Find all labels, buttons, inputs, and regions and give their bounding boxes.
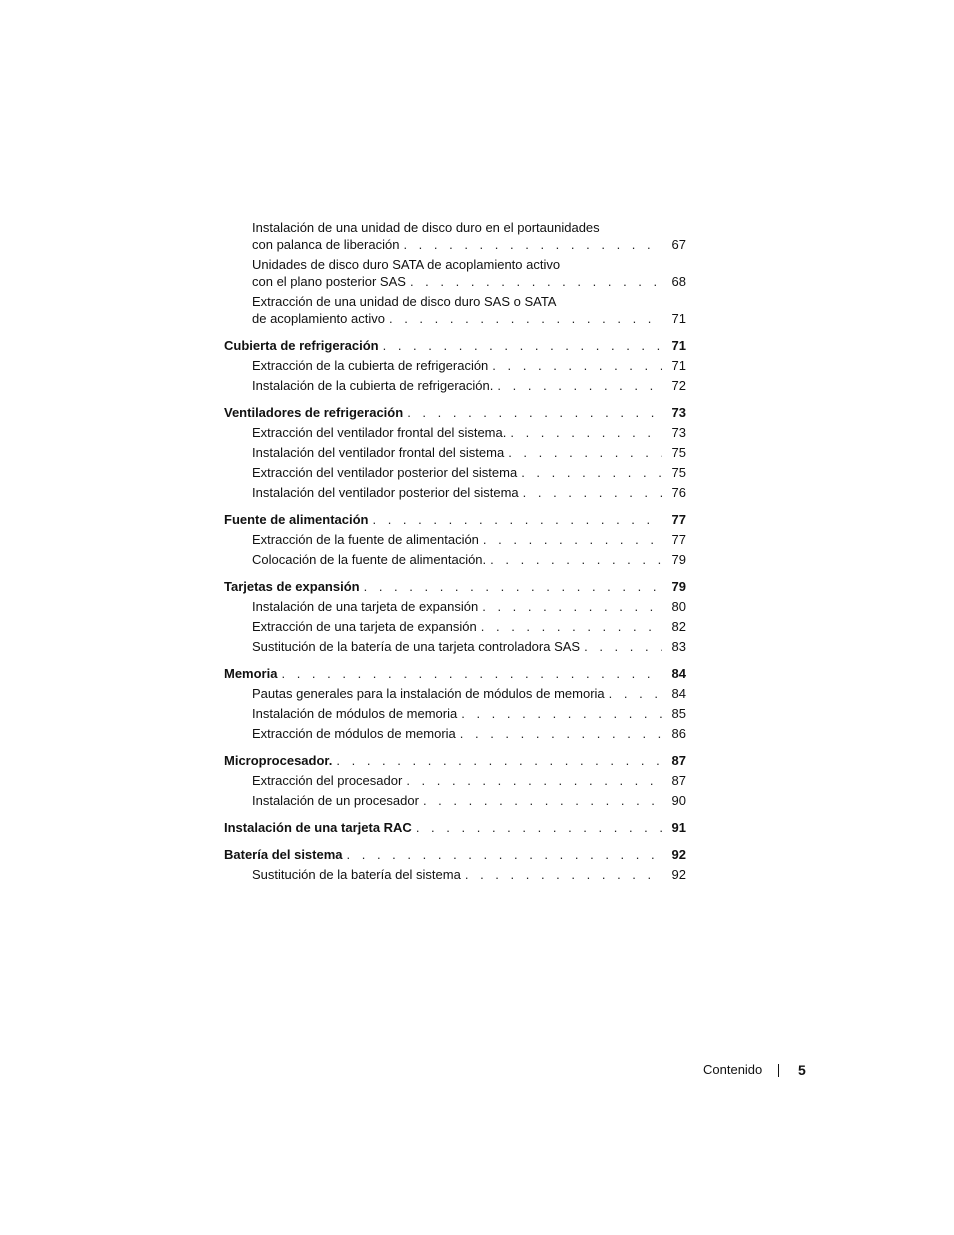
toc-section-entry[interactable] bbox=[224, 578, 686, 595]
dot-leader bbox=[379, 337, 662, 354]
toc-subsection-entry[interactable] bbox=[252, 464, 686, 481]
toc-entry-row bbox=[252, 531, 686, 548]
dot-leader bbox=[486, 551, 662, 568]
dot-leader bbox=[504, 444, 662, 461]
toc-entry-title: Instalación de una tarjeta RAC bbox=[224, 820, 412, 835]
page-footer bbox=[700, 1061, 810, 1079]
toc-entry-title: Extracción de una tarjeta de expansión bbox=[252, 619, 477, 634]
toc-subsection-entry[interactable] bbox=[252, 424, 686, 441]
toc-page-number: 71 bbox=[671, 358, 686, 373]
dot-leader bbox=[419, 792, 662, 809]
toc-entry-title: Extracción del ventilador frontal del sistema. bbox=[252, 425, 507, 440]
dot-leader bbox=[399, 236, 662, 253]
toc-subsection-entry[interactable] bbox=[252, 256, 686, 290]
toc-section-entry[interactable] bbox=[224, 819, 686, 836]
toc-entry-row bbox=[252, 638, 686, 655]
toc-page-number: 87 bbox=[671, 773, 686, 788]
dot-leader bbox=[332, 752, 662, 769]
toc-subsection-entry[interactable] bbox=[252, 377, 686, 394]
toc-page-number: 71 bbox=[671, 311, 686, 326]
toc-entry-row bbox=[252, 424, 686, 441]
toc-entry-title: Fuente de alimentación bbox=[224, 512, 369, 527]
toc-entry-row bbox=[252, 310, 686, 327]
toc-page-number: 91 bbox=[671, 820, 686, 835]
toc-section-entry[interactable] bbox=[224, 846, 686, 863]
dot-leader bbox=[461, 866, 662, 883]
toc-page-number: 79 bbox=[671, 552, 686, 567]
toc-entry-title: Instalación del ventilador posterior del sistema bbox=[252, 485, 519, 500]
dot-leader bbox=[478, 598, 662, 615]
toc-entry-row bbox=[224, 578, 686, 595]
toc-entry-title: con palanca de liberación bbox=[252, 237, 400, 252]
toc-page-number: 72 bbox=[671, 378, 686, 393]
dot-leader bbox=[519, 484, 662, 501]
toc-entry-row bbox=[252, 273, 686, 290]
toc-entry-title: Tarjetas de expansión bbox=[224, 579, 360, 594]
footer-section-label: Contenido bbox=[703, 1062, 763, 1077]
toc-section-entry[interactable] bbox=[224, 511, 686, 528]
toc-page-number: 85 bbox=[671, 706, 686, 721]
dot-leader bbox=[456, 725, 662, 742]
toc-page-number: 75 bbox=[671, 465, 686, 480]
toc-entry-row bbox=[252, 484, 686, 501]
toc-entry-title: de acoplamiento activo bbox=[252, 311, 385, 326]
dot-leader bbox=[488, 357, 662, 374]
toc-entry-title: Colocación de la fuente de alimentación. bbox=[252, 552, 487, 567]
toc-entry-row bbox=[224, 819, 686, 836]
toc-entry-title: Instalación de módulos de memoria bbox=[252, 706, 458, 721]
toc-entry-title-line: Instalación de una unidad de disco duro en el portaunidades bbox=[252, 220, 600, 235]
dot-leader bbox=[406, 273, 662, 290]
toc-page-number: 82 bbox=[671, 619, 686, 634]
toc-entry-row bbox=[252, 377, 686, 394]
toc-entry-title: Instalación de una tarjeta de expansión bbox=[252, 599, 479, 614]
page-number: 5 bbox=[798, 1062, 806, 1078]
toc-entry-title: Sustitución de la batería del sistema bbox=[252, 867, 461, 882]
dot-leader bbox=[479, 531, 662, 548]
toc-entry-title: Extracción de la fuente de alimentación bbox=[252, 532, 479, 547]
toc-entry-row bbox=[224, 511, 686, 528]
footer-separator bbox=[778, 1064, 779, 1077]
toc-page-number: 87 bbox=[671, 753, 686, 768]
toc-entry-row bbox=[224, 752, 686, 769]
toc-entry-title: Instalación de la cubierta de refrigeración. bbox=[252, 378, 494, 393]
toc-entry-row bbox=[252, 551, 686, 568]
toc-page-number: 90 bbox=[671, 793, 686, 808]
toc-page-number: 77 bbox=[671, 512, 686, 527]
toc-entry-title: Pautas generales para la instalación de módulos de memoria bbox=[252, 686, 605, 701]
toc-subsection-entry[interactable] bbox=[252, 598, 686, 615]
toc-page-number: 83 bbox=[671, 639, 686, 654]
toc-entry-row bbox=[252, 772, 686, 789]
toc-section-entry[interactable] bbox=[224, 337, 686, 354]
toc-entry-title: Ventiladores de refrigeración bbox=[224, 405, 404, 420]
toc-page-number: 75 bbox=[671, 445, 686, 460]
toc-page-number: 92 bbox=[671, 847, 686, 862]
dot-leader bbox=[493, 377, 662, 394]
toc-entry-row bbox=[252, 705, 686, 722]
toc-subsection-entry[interactable] bbox=[252, 638, 686, 655]
toc-entry-title: Memoria bbox=[224, 666, 278, 681]
toc-entry-row bbox=[252, 598, 686, 615]
toc-subsection-entry[interactable] bbox=[252, 531, 686, 548]
toc-entry-title-line: Unidades de disco duro SATA de acoplamiento activo bbox=[252, 257, 561, 272]
toc-subsection-entry[interactable] bbox=[252, 792, 686, 809]
toc-page-number: 84 bbox=[671, 666, 686, 681]
toc-entry-title: Microprocesador. bbox=[224, 753, 333, 768]
dot-leader bbox=[343, 846, 662, 863]
toc-section-entry[interactable] bbox=[224, 752, 686, 769]
toc-section-entry[interactable] bbox=[224, 665, 686, 682]
toc-entry-title: Instalación de un procesador bbox=[252, 793, 419, 808]
toc-entry-row bbox=[252, 866, 686, 883]
toc-entry-row bbox=[252, 357, 686, 374]
toc-page-number: 67 bbox=[671, 237, 686, 252]
dot-leader bbox=[360, 578, 662, 595]
dot-leader bbox=[403, 404, 662, 421]
toc-subsection-entry[interactable] bbox=[252, 357, 686, 374]
toc-subsection-entry[interactable] bbox=[252, 551, 686, 568]
toc-entry-title: con el plano posterior SAS bbox=[252, 274, 406, 289]
toc-entry-row bbox=[224, 337, 686, 354]
toc-subsection-entry[interactable] bbox=[252, 618, 686, 635]
toc-page-number: 84 bbox=[671, 686, 686, 701]
dot-leader bbox=[605, 685, 662, 702]
toc-page-number: 86 bbox=[671, 726, 686, 741]
toc-subsection-entry[interactable] bbox=[252, 725, 686, 742]
toc-subsection-entry[interactable] bbox=[252, 685, 686, 702]
toc-page-number: 71 bbox=[671, 338, 686, 353]
table-of-contents bbox=[224, 219, 686, 883]
dot-leader bbox=[506, 424, 662, 441]
toc-entry-row bbox=[252, 464, 686, 481]
toc-entry-title-line: Extracción de una unidad de disco duro SAS o SATA bbox=[252, 294, 557, 309]
toc-page-number: 76 bbox=[671, 485, 686, 500]
toc-page-number: 79 bbox=[671, 579, 686, 594]
dot-leader bbox=[368, 511, 662, 528]
toc-entry-title: Extracción del ventilador posterior del sistema bbox=[252, 465, 518, 480]
toc-subsection-entry[interactable] bbox=[252, 866, 686, 883]
toc-entry-row bbox=[252, 685, 686, 702]
toc-section-entry[interactable] bbox=[224, 404, 686, 421]
toc-page-number: 73 bbox=[671, 425, 686, 440]
toc-entry-row bbox=[252, 792, 686, 809]
toc-entry-title: Cubierta de refrigeración bbox=[224, 338, 379, 353]
toc-page-number: 77 bbox=[671, 532, 686, 547]
toc-page-number: 68 bbox=[671, 274, 686, 289]
toc-entry-title: Extracción de módulos de memoria bbox=[252, 726, 456, 741]
dot-leader bbox=[277, 665, 662, 682]
dot-leader bbox=[402, 772, 662, 789]
dot-leader bbox=[517, 464, 662, 481]
toc-entry-title: Batería del sistema bbox=[224, 847, 343, 862]
toc-entry-row bbox=[224, 404, 686, 421]
toc-entry-row bbox=[224, 846, 686, 863]
toc-page-number: 80 bbox=[671, 599, 686, 614]
dot-leader bbox=[580, 638, 662, 655]
toc-entry-title: Extracción de la cubierta de refrigeración bbox=[252, 358, 489, 373]
toc-entry-title: Instalación del ventilador frontal del sistema bbox=[252, 445, 505, 460]
dot-leader bbox=[385, 310, 662, 327]
toc-subsection-entry[interactable] bbox=[252, 484, 686, 501]
toc-page-number: 92 bbox=[671, 867, 686, 882]
toc-entry-title: Sustitución de la batería de una tarjeta controladora SAS bbox=[252, 639, 581, 654]
dot-leader bbox=[477, 618, 662, 635]
dot-leader bbox=[457, 705, 662, 722]
toc-entry-row bbox=[224, 665, 686, 682]
toc-subsection-entry[interactable] bbox=[252, 444, 686, 461]
toc-entry-title: Extracción del procesador bbox=[252, 773, 403, 788]
toc-entry-row bbox=[252, 725, 686, 742]
toc-subsection-entry[interactable] bbox=[252, 293, 686, 327]
toc-entry-row bbox=[252, 444, 686, 461]
toc-subsection-entry[interactable] bbox=[252, 772, 686, 789]
toc-subsection-entry[interactable] bbox=[252, 219, 686, 253]
toc-subsection-entry[interactable] bbox=[252, 705, 686, 722]
dot-leader bbox=[412, 819, 662, 836]
toc-entry-row bbox=[252, 236, 686, 253]
toc-entry-row bbox=[252, 618, 686, 635]
toc-page-number: 73 bbox=[671, 405, 686, 420]
